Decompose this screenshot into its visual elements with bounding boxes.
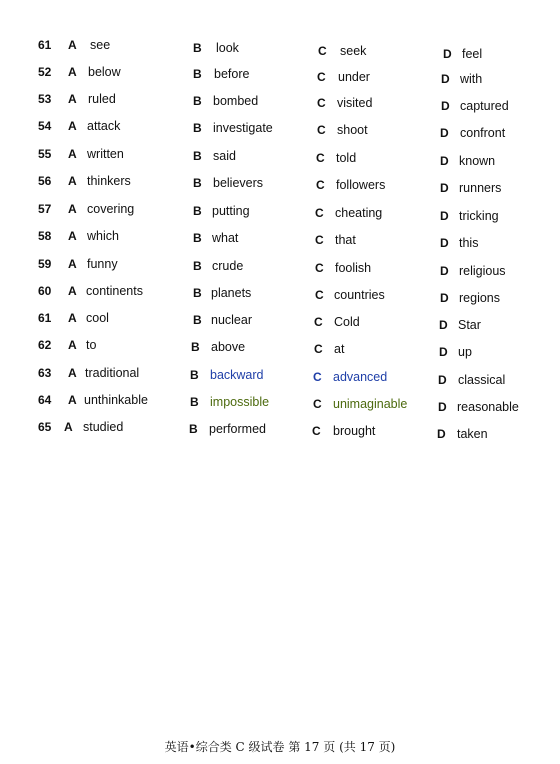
option-letter-d: D [439, 318, 448, 332]
option-letter-c: C [315, 288, 324, 302]
option-letter-d: D [441, 72, 450, 86]
option-letter-d: D [440, 181, 449, 195]
option-a-text: traditional [85, 366, 140, 380]
option-letter-b: B [193, 149, 202, 163]
option-letter-b: B [189, 422, 198, 436]
question-row [0, 119, 560, 141]
option-letter-b: B [193, 231, 202, 245]
option-d-text: religious [459, 264, 506, 278]
option-letter-a: A [68, 92, 77, 106]
question-number: 53 [38, 92, 52, 106]
option-letter-a: A [68, 257, 77, 271]
option-b-text: performed [209, 422, 266, 436]
option-d-text: up [458, 345, 472, 359]
option-letter-d: D [440, 154, 449, 168]
option-letter-a: A [68, 229, 77, 243]
page-footer: 英语•综合类 C 级试卷 第 17 页 (共 17 页) [164, 740, 396, 754]
question-number: 59 [38, 257, 52, 271]
question-row [0, 147, 560, 169]
option-a-text: see [90, 38, 111, 52]
option-letter-c: C [313, 370, 322, 384]
option-c-text: seek [340, 44, 367, 58]
option-c-text: foolish [335, 261, 372, 275]
option-letter-a: A [68, 38, 77, 52]
option-letter-a: A [68, 174, 77, 188]
option-letter-b: B [191, 340, 200, 354]
option-c-text: brought [333, 424, 376, 438]
option-letter-b: B [190, 368, 199, 382]
option-d-text: feel [462, 47, 483, 61]
question-number: 55 [38, 147, 52, 161]
option-letter-d: D [438, 373, 447, 387]
question-row [0, 257, 560, 279]
option-letter-a: A [68, 366, 77, 380]
option-a-text: below [88, 65, 121, 79]
option-b-text: nuclear [211, 313, 252, 327]
option-letter-c: C [315, 233, 324, 247]
question-number: 56 [38, 174, 52, 188]
option-c-text: at [334, 342, 345, 356]
option-a-text: ruled [88, 92, 116, 106]
option-b-text: above [211, 340, 246, 354]
option-letter-a: A [68, 119, 77, 133]
option-letter-b: B [193, 41, 202, 55]
option-letter-a: A [64, 420, 73, 434]
option-a-text: which [87, 229, 119, 243]
option-c-text: unimaginable [333, 397, 408, 411]
option-letter-b: B [193, 204, 202, 218]
option-letter-a: A [68, 284, 77, 298]
option-c-text: told [336, 151, 357, 165]
option-b-text: said [213, 149, 236, 163]
option-b-text: what [212, 231, 239, 245]
option-letter-c: C [316, 178, 325, 192]
option-b-text: bombed [213, 94, 259, 108]
option-b-text: impossible [210, 395, 270, 409]
option-letter-a: A [68, 338, 77, 352]
option-letter-c: C [316, 151, 325, 165]
question-number: 52 [38, 65, 52, 79]
option-d-text: confront [460, 126, 506, 140]
option-letter-c: C [317, 96, 326, 110]
option-letter-d: D [440, 264, 449, 278]
option-a-text: studied [83, 420, 124, 434]
option-letter-d: D [443, 47, 452, 61]
option-d-text: captured [460, 99, 509, 113]
option-c-text: advanced [333, 370, 388, 384]
option-letter-d: D [438, 400, 447, 414]
question-row [0, 420, 560, 442]
option-letter-d: D [441, 99, 450, 113]
option-b-text: crude [212, 259, 244, 273]
option-letter-c: C [312, 424, 321, 438]
option-d-text: regions [459, 291, 500, 305]
option-a-text: attack [87, 119, 121, 133]
question-number: 64 [38, 393, 52, 407]
option-b-text: look [216, 41, 239, 55]
option-c-text: followers [336, 178, 386, 192]
option-d-text: tricking [459, 209, 499, 223]
option-letter-c: C [318, 44, 327, 58]
option-d-text: runners [459, 181, 502, 195]
option-b-text: planets [211, 286, 252, 300]
option-d-text: Star [458, 318, 481, 332]
option-letter-a: A [68, 202, 77, 216]
option-letter-c: C [314, 342, 323, 356]
option-letter-d: D [440, 236, 449, 250]
option-b-text: putting [212, 204, 250, 218]
option-letter-d: D [439, 345, 448, 359]
option-c-text: that [335, 233, 356, 247]
option-letter-b: B [193, 259, 202, 273]
option-d-text: known [459, 154, 496, 168]
option-d-text: reasonable [457, 400, 519, 414]
question-number: 61 [38, 311, 52, 325]
option-letter-b: B [190, 395, 199, 409]
question-row [0, 65, 560, 87]
question-number: 61 [38, 38, 52, 52]
question-number: 58 [38, 229, 52, 243]
question-row [0, 366, 560, 388]
option-letter-a: A [68, 147, 77, 161]
option-letter-a: A [68, 65, 77, 79]
option-letter-b: B [193, 313, 202, 327]
question-number: 60 [38, 284, 52, 298]
question-row [0, 338, 560, 360]
option-letter-a: A [68, 311, 77, 325]
option-letter-d: D [440, 209, 449, 223]
option-a-text: thinkers [87, 174, 131, 188]
option-letter-b: B [193, 94, 202, 108]
question-number: 62 [38, 338, 52, 352]
option-a-text: to [86, 338, 97, 352]
question-number: 57 [38, 202, 52, 216]
option-d-text: classical [458, 373, 506, 387]
option-c-text: shoot [337, 123, 368, 137]
question-row [0, 38, 560, 60]
question-row [0, 284, 560, 306]
option-c-text: countries [334, 288, 385, 302]
question-row [0, 393, 560, 415]
option-letter-b: B [193, 121, 202, 135]
option-b-text: backward [210, 368, 264, 382]
option-b-text: before [214, 67, 250, 81]
question-row [0, 92, 560, 114]
option-c-text: Cold [334, 315, 360, 329]
option-a-text: covering [87, 202, 135, 216]
option-letter-c: C [313, 397, 322, 411]
option-a-text: cool [86, 311, 109, 325]
option-letter-a: A [68, 393, 77, 407]
question-row [0, 174, 560, 196]
question-number: 65 [38, 420, 52, 434]
question-row [0, 202, 560, 224]
option-letter-b: B [193, 67, 202, 81]
option-d-text: taken [457, 427, 488, 441]
option-b-text: believers [213, 176, 264, 190]
option-letter-d: D [440, 291, 449, 305]
option-letter-d: D [437, 427, 446, 441]
option-letter-c: C [317, 123, 326, 137]
option-letter-d: D [440, 126, 449, 140]
option-d-text: this [459, 236, 479, 250]
option-c-text: visited [337, 96, 373, 110]
option-b-text: investigate [213, 121, 273, 135]
option-a-text: unthinkable [84, 393, 148, 407]
option-letter-c: C [314, 315, 323, 329]
option-a-text: funny [87, 257, 118, 271]
option-letter-b: B [193, 286, 202, 300]
question-number: 54 [38, 119, 52, 133]
option-letter-c: C [317, 70, 326, 84]
option-letter-c: C [315, 261, 324, 275]
question-number: 63 [38, 366, 52, 380]
question-row [0, 229, 560, 251]
option-letter-c: C [315, 206, 324, 220]
option-a-text: written [87, 147, 124, 161]
option-letter-b: B [193, 176, 202, 190]
option-c-text: under [338, 70, 370, 84]
question-row [0, 311, 560, 333]
option-d-text: with [460, 72, 483, 86]
option-a-text: continents [86, 284, 143, 298]
option-c-text: cheating [335, 206, 383, 220]
